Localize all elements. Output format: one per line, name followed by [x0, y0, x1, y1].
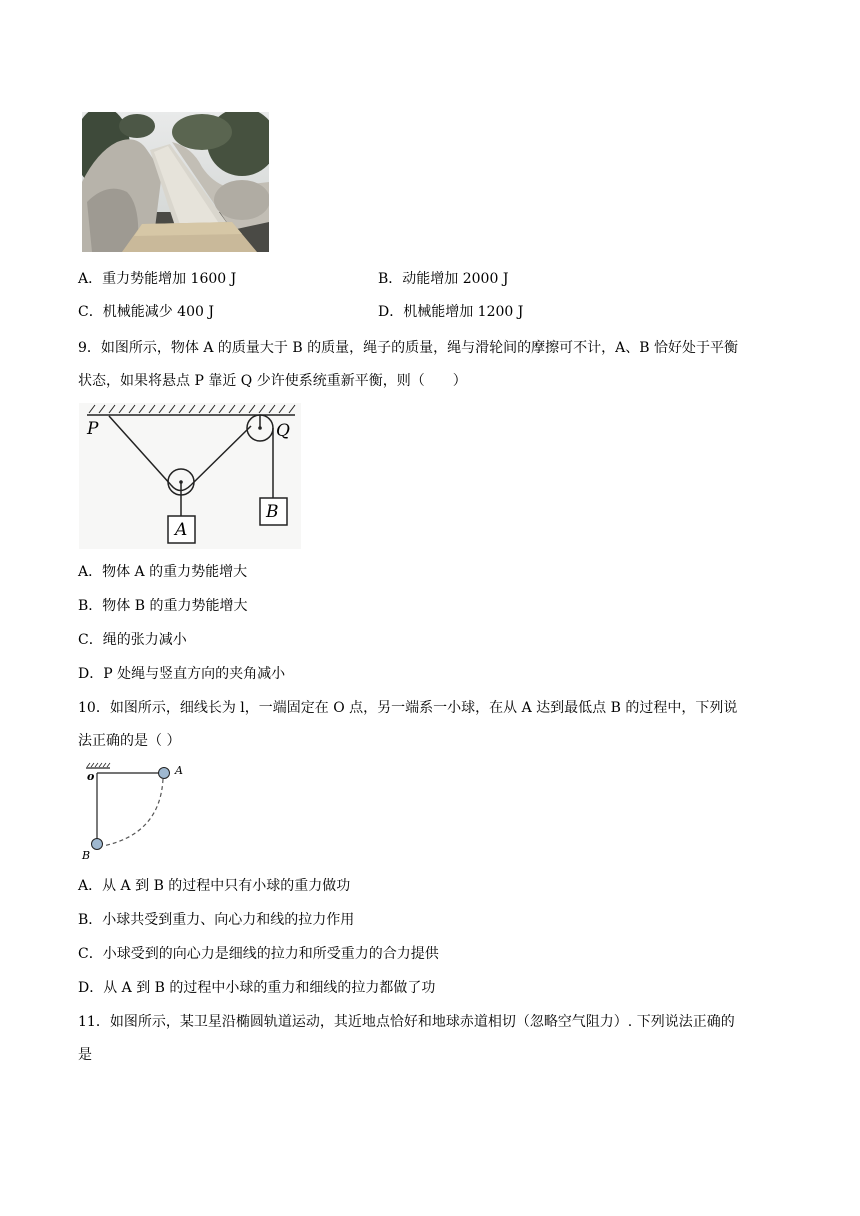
option-c: C．机械能减少 400 J	[78, 304, 214, 320]
option-a: A．重力势能增加 1600 J	[78, 271, 237, 287]
label-box-a: A	[175, 520, 188, 540]
label-p: P	[87, 419, 99, 439]
option-b: B．物体 B 的重力势能增大	[78, 598, 248, 614]
pulley-diagram	[79, 403, 301, 549]
label-q: Q	[276, 421, 290, 441]
option-c: C．小球受到的向心力是细线的拉力和所受重力的合力提供	[78, 946, 439, 962]
pendulum-diagram	[80, 762, 190, 864]
label-o: o	[87, 770, 95, 783]
option-d: D．P 处绳与竖直方向的夹角减小	[78, 666, 286, 682]
option-a: A．从 A 到 B 的过程中只有小球的重力做功	[78, 878, 351, 894]
question-9-stem-line1: 9．如图所示，物体 A 的质量大于 B 的质量，绳子的质量，绳与滑轮间的摩擦可不计，A、B 恰好处于平衡	[78, 340, 738, 356]
question-10-stem-line1: 10．如图所示，细线长为 l，一端固定在 O 点，另一端系一小球，在从 A 达到最低点 B 的过程中，下列说	[78, 700, 738, 716]
option-b: B．动能增加 2000 J	[378, 271, 509, 287]
option-d: D．机械能增加 1200 J	[378, 304, 524, 320]
question-11-stem-line1: 11．如图所示，某卫星沿椭圆轨道运动，其近地点恰好和地球赤道相切（忽略空气阻力）. 下列说法正确的	[78, 1014, 735, 1030]
slide-photo	[82, 112, 269, 252]
question-9-stem-line2: 状态，如果将悬点 P 靠近 Q 少许使系统重新平衡，则（ ）	[78, 373, 467, 389]
option-d: D．从 A 到 B 的过程中小球的重力和细线的拉力都做了功	[78, 980, 436, 996]
question-11-stem-line2: 是	[78, 1047, 92, 1063]
option-a: A．物体 A 的重力势能增大	[78, 564, 248, 580]
option-c: C．绳的张力减小	[78, 632, 187, 648]
label-a: A	[175, 764, 183, 777]
label-b: B	[82, 849, 91, 862]
option-b: B．小球共受到重力、向心力和线的拉力作用	[78, 912, 355, 928]
question-10-stem-line2: 法正确的是（ ）	[78, 733, 181, 749]
label-box-b: B	[266, 502, 279, 522]
